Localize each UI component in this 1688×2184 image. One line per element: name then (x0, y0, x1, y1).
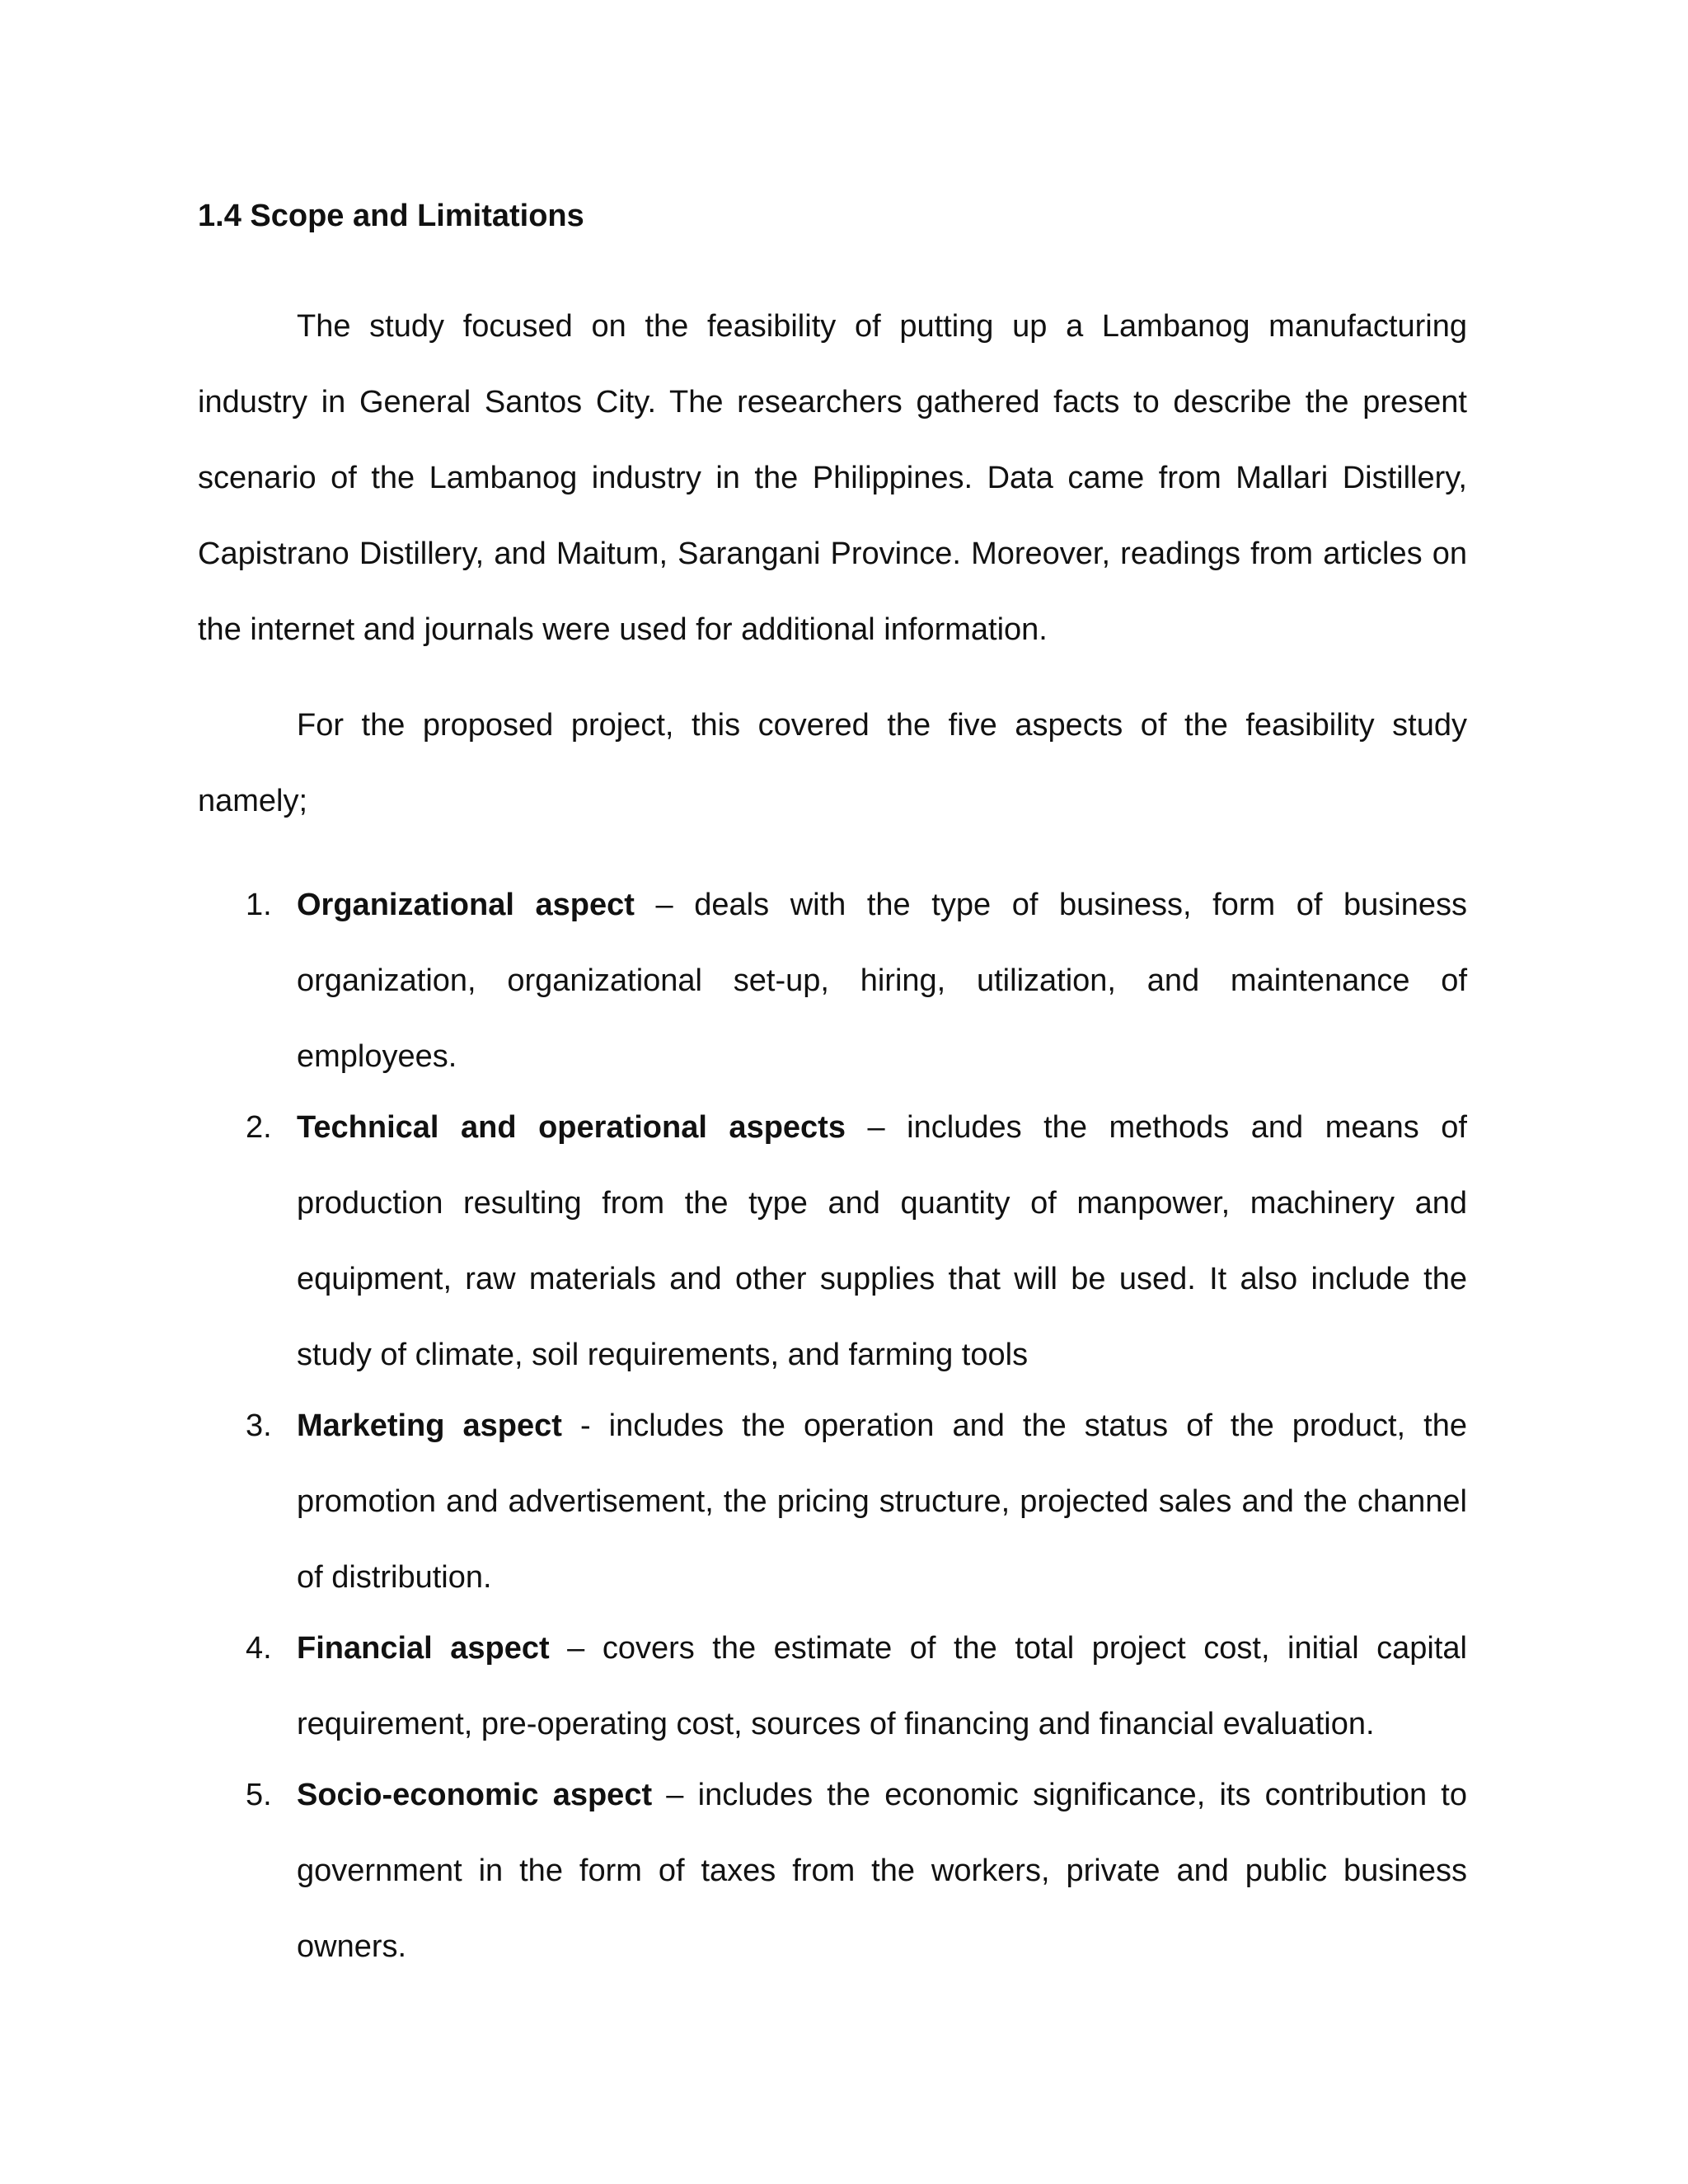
list-item (246, 1610, 1467, 1762)
aspect-term: Organizational aspect (297, 888, 635, 922)
aspect-description: includes the economic significance, its contribution to government in the form of taxes from the workers, private and public business owners. (297, 1778, 1468, 1964)
list-number: 1. (246, 888, 272, 922)
aspect-term: Technical and operational aspects (297, 1110, 846, 1145)
list-number: 5. (246, 1778, 272, 1812)
list-item (246, 1388, 1467, 1615)
aspect-description: includes the methods and means of production resulting from the type and quantity of manpower, machinery and equipment, raw materials and other supplies that will be used. It also include the study of climate, soil requirements, and farming tools (297, 1110, 1467, 1372)
aspects-lead-paragraph: For the proposed project, this covered the five aspects of the feasibility study namely; (198, 708, 1467, 818)
aspect-separator: – (652, 1778, 698, 1812)
section-heading: 1.4 Scope and Limitations (198, 199, 584, 233)
aspect-term: Marketing aspect (297, 1408, 562, 1443)
aspect-separator: – (549, 1631, 603, 1666)
list-item (246, 1757, 1468, 1985)
aspect-description: covers the estimate of the total project cost, initial capital requirement, pre-operating cost, sources of financing and financial evaluation. (297, 1631, 1467, 1741)
aspect-separator: – (634, 888, 695, 922)
aspect-separator: - (561, 1408, 609, 1443)
aspect-description: includes the operation and the status of the product, the promotion and advertisement, the pricing structure, projected sales and the channel of distribution. (297, 1408, 1467, 1595)
aspect-term: Financial aspect (297, 1631, 550, 1666)
document-page (198, 191, 1467, 1985)
list-number: 2. (246, 1110, 272, 1145)
list-item (246, 867, 1467, 1094)
list-number: 3. (246, 1408, 272, 1443)
list-item (246, 1090, 1467, 1393)
aspect-term: Socio-economic aspect (297, 1778, 653, 1812)
aspect-separator: – (845, 1110, 907, 1145)
aspect-description: deals with the type of business, form of business organization, organizational set-up, hiring, utilization, and maintenance of employees. (297, 888, 1467, 1074)
list-number: 4. (246, 1631, 272, 1666)
aspects-list (198, 867, 1467, 1985)
intro-paragraph: The study focused on the feasibility of putting up a Lambanog manufacturing industry in General Santos City. The researchers gathered facts to describe the present scenario of the Lambanog industry in the Philippines. Data came from Mallari Distillery, Capistrano Distillery, and Maitum, Sarangani Province. Moreover, readings from articles on the internet and journals were used for additional information. (198, 309, 1467, 647)
